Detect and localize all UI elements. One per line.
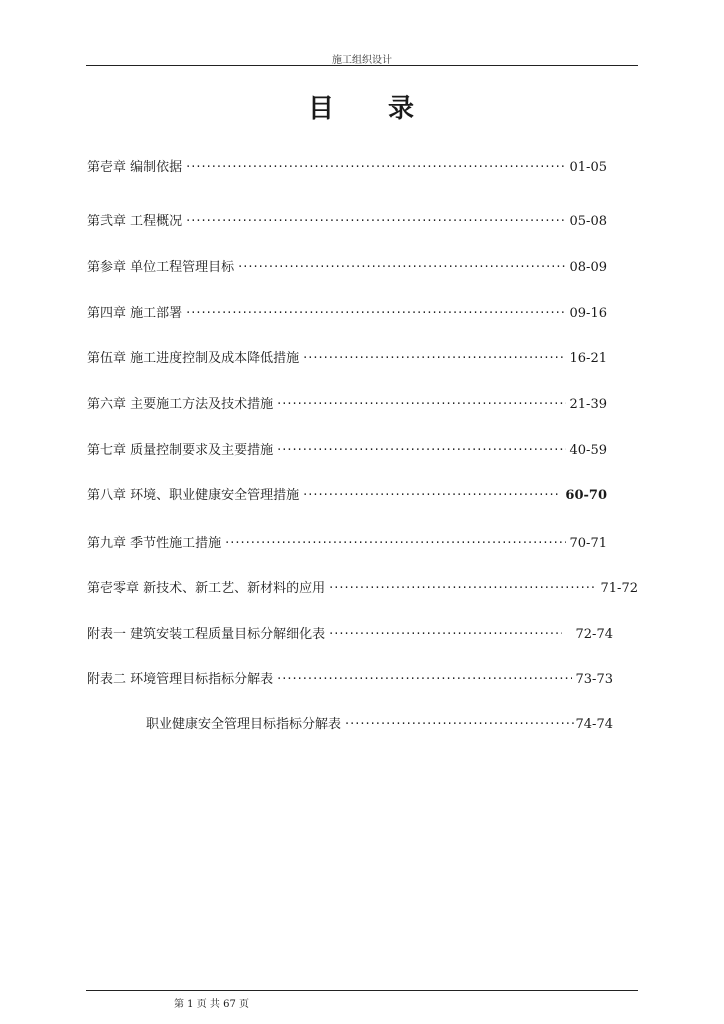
toc-entry-label: 第伍章 施工进度控制及成本降低措施	[87, 351, 300, 366]
toc-entry-label: 附表一 建筑安装工程质量目标分解细化表	[87, 627, 326, 642]
toc-entry-ch6[interactable]	[87, 397, 607, 413]
toc-entry-label: 第四章 施工部署	[87, 306, 183, 321]
toc-entry-page: 05-08	[569, 214, 607, 229]
toc-entry-label: 附表二 环境管理目标指标分解表	[87, 672, 274, 687]
dot-leader	[277, 397, 565, 413]
dot-leader	[186, 306, 565, 322]
toc-entry-label: 第九章 季节性施工措施	[87, 536, 222, 551]
toc-entry-ch10[interactable]	[87, 581, 638, 597]
toc-entry-page: 60-70	[565, 488, 607, 503]
toc-entry-page: 16-21	[569, 351, 607, 366]
toc-entry-ch4[interactable]	[87, 306, 607, 322]
dot-leader	[303, 488, 561, 504]
dot-leader	[329, 627, 561, 643]
toc-entry-label: 第参章 单位工程管理目标	[87, 260, 235, 275]
dot-leader	[277, 672, 571, 688]
toc-entry-ch7[interactable]	[87, 443, 607, 459]
toc-title-right: 录	[388, 94, 417, 124]
toc-entry-ch5[interactable]	[87, 351, 607, 367]
toc-entry-ch8[interactable]	[87, 488, 607, 504]
toc-entry-page: 01-05	[569, 160, 607, 175]
toc-entry-label: 第八章 环境、职业健康安全管理措施	[87, 488, 300, 503]
dot-leader	[345, 717, 576, 733]
toc-entry-page: 72-74	[575, 627, 613, 642]
toc-entry-ch2[interactable]	[87, 214, 607, 230]
toc-entry-appendix-2[interactable]	[87, 672, 613, 688]
dot-leader	[186, 160, 565, 176]
toc-entry-page: 73-73	[575, 672, 613, 687]
dot-leader	[329, 581, 596, 597]
toc-entry-page: 70-71	[569, 536, 607, 551]
toc-entry-page: 40-59	[569, 443, 607, 458]
toc-entry-page: 21-39	[569, 397, 607, 412]
running-header: 施工组织设计	[332, 55, 392, 66]
toc-entry-ch1[interactable]	[87, 160, 607, 176]
toc-entry-appendix-1[interactable]	[87, 627, 613, 643]
toc-entry-page: 71-72	[600, 581, 638, 596]
dot-leader	[277, 443, 565, 459]
toc-entry-label: 第七章 质量控制要求及主要措施	[87, 443, 274, 458]
dot-leader	[238, 260, 565, 276]
dot-leader	[225, 536, 565, 552]
toc-entry-label: 第壱零章 新技术、新工艺、新材料的应用	[87, 581, 326, 596]
toc-title-left: 目	[307, 94, 336, 124]
toc-entry-ch9[interactable]	[87, 536, 607, 552]
toc-entry-ch3[interactable]	[87, 260, 607, 276]
dot-leader	[186, 214, 565, 230]
toc-entry-label: 第六章 主要施工方法及技术措施	[87, 397, 274, 412]
page-number: 第 1 页 共 67 页	[174, 999, 249, 1010]
footer-divider	[86, 990, 638, 991]
toc-entry-page: 09-16	[569, 306, 607, 321]
dot-leader	[303, 351, 565, 367]
toc-entry-label: 职业健康安全管理目标指标分解表	[146, 717, 342, 732]
toc-entry-label: 第弐章 工程概况	[87, 214, 183, 229]
toc-entry-page: 08-09	[569, 260, 607, 275]
toc-entry-page: 74-74	[575, 717, 613, 732]
toc-entry-label: 第壱章 编制依据	[87, 160, 183, 175]
toc-entry-appendix-2-sub[interactable]	[146, 717, 613, 733]
